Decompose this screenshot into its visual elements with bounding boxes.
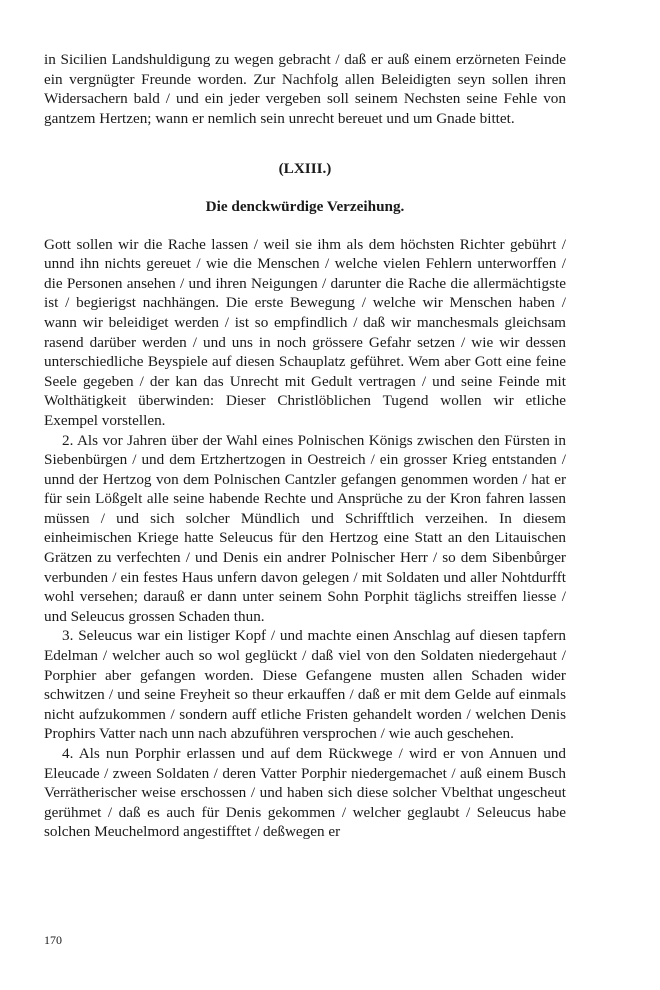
paragraph-2: 2. Als vor Jahren über der Wahl eines Polnischen Königs zwischen den Fürsten in Siebenbürgen / und dem Ertzhertzogen in Oestreich / ein grosser Krieg entstanden / unnd der Hertzog von dem Polnischen Cantzler gefangen genommen worden / hat er für sein Lößgelt alle seine habende Rechte und Ansprüche zu der Kron fahren lassen müssen / und sich solcher Mündlich und Schrifftlich verzeihen. In diesem einheimischen Kriege hatte Seleucus für den Hertzog eine Statt an den Litauischen Grätzen zu verfechten / und Denis ein andrer Polnischer Herr / so dem Sibenbůrger verbunden / ein festes Haus unfern davon gelegen / mit Soldaten und aller Nohtdurfft wohl versehen; darauß er dann unter seinem Sohn Porphit täglichs streiffen liesse / und Seleucus grossen Schaden thun.: [44, 431, 566, 625]
page-content: [44, 50, 566, 842]
paragraph-3: 3. Seleucus war ein listiger Kopf / und machte einen Anschlag auf diesen tapfern Edelman / welcher auch so wol geglückt / daß viel von den Soldaten niedergehaut / Porphier aber gefangen worden. Diese Gefangene musten allen Schaden wider schwitzen / und seine Freyheit so theur erkauffen / daß er mit dem Gelde auf einmals nicht aufzukommen / sondern auff etliche Fristen gehandelt worden / welchen Denis Prophirs Vatter nach unn nach abzuführen versprochen / wie auch geschehen.: [44, 627, 566, 743]
chapter-number: (LXIII.): [278, 160, 332, 178]
page-number: 170: [44, 933, 62, 947]
intro-paragraph: in Sicilien Landshuldigung zu wegen gebracht / daß er auß einem erzörneten Feinde ein vergnügter Freunde worden. Zur Nachfolg allen Beleidigten seyn sollen ihren Widersachern bald / und ein jeder vergeben soll seinem Nechsten seine Fehle von gantzem Hertzen; wann er nemlich sein unrecht bereuet und um Gnade bittet.: [44, 51, 566, 127]
paragraph-1: Gott sollen wir die Rache lassen / weil sie ihm als dem höchsten Richter gebührt / unnd ihn nichts gereuet / wie die Menschen / welche vielen Fehlern unterworffen / die Personen ansehen / und ihren Neigungen / darunter die Rache die allermächtigste ist / begierigst nachhängen. Die erste Bewegung / welche wir Menschen haben / wann wir beleidiget werden / ist so empfindlich / daß wir manchesmals gleichsam rasend darüber werden / und uns in noch grössere Gefahr setzen / wie wir dessen unterschiedliche Beyspiele auf diesen Schauplatz geführet. Wem aber Gott eine feine Seele gegeben / der kan das Unrecht mit Gedult vertragen / und seine Feinde mit Wolthätigkeit überwinden: Dieser Christlöblichen Tugend wollen wir etliche Exempel vorstellen.: [44, 235, 566, 429]
chapter-title: Die denckwürdige Verzeihung.: [205, 197, 405, 215]
paragraph-4: 4. Als nun Porphir erlassen und auf dem Rückwege / wird er von Annuen und Eleucade / zween Soldaten / deren Vatter Porphir niedergemachet / auß einem Busch Verrätherischer weise erschossen / und haben sich diese solcher Vbelthat ungescheut gerühmet / daß es auch für Denis gekommen / welcher geglaubt / Seleucus habe solchen Meuchelmord angestifftet / deßwegen er: [44, 745, 566, 841]
